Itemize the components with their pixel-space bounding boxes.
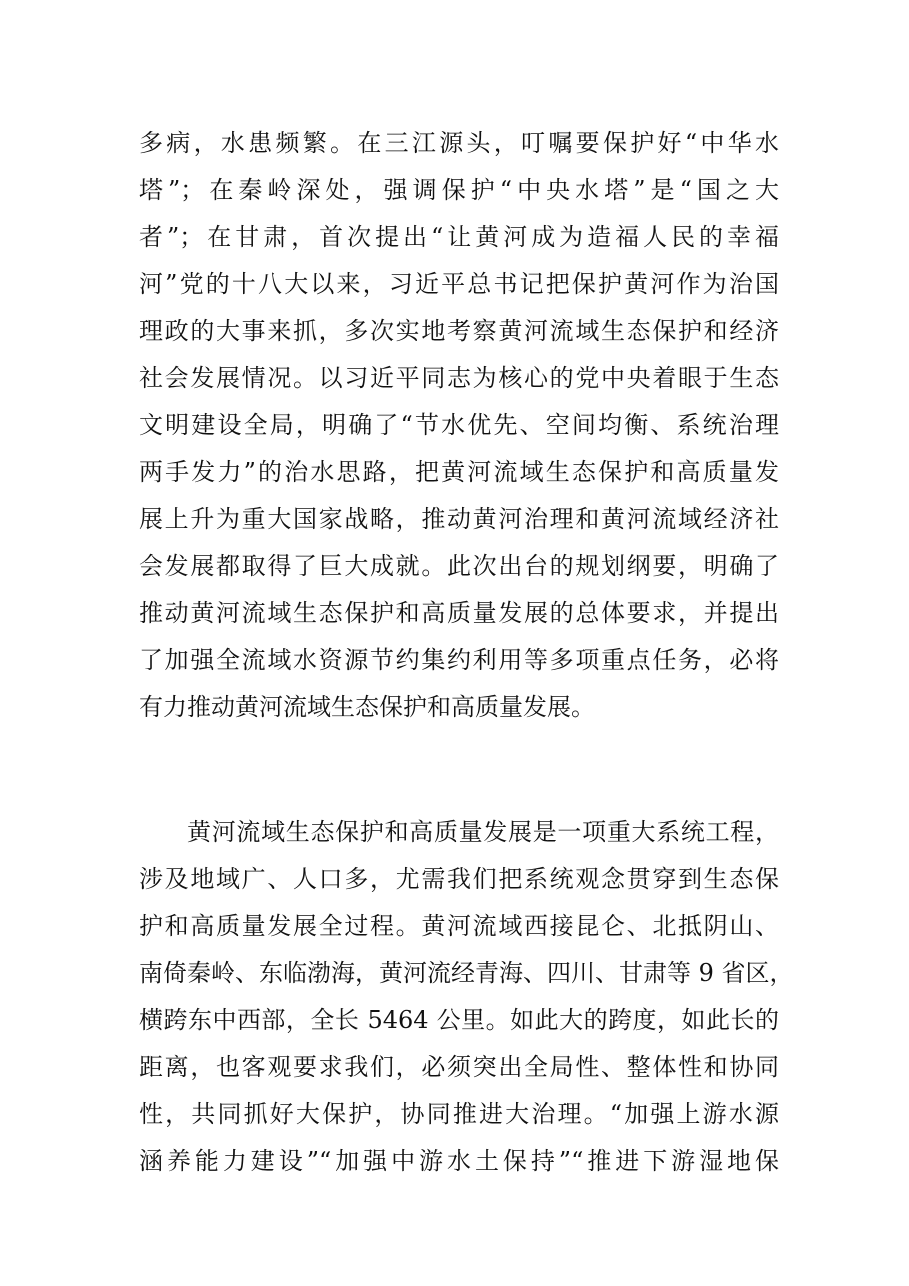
text-line: 多病，水患频繁。在三江源头，叮嘱要保护好“中华水 bbox=[139, 129, 779, 157]
text-line: 社会发展情况。以习近平同志为核心的党中央着眼于生态 bbox=[139, 364, 779, 392]
text-line: 展上升为重大国家战略，推动黄河治理和黄河流域经济社 bbox=[139, 505, 779, 533]
text-line: 横跨东中西部，全长 5464 公里。如此大的跨度，如此长的 bbox=[139, 1006, 779, 1034]
text-line: 护和高质量发展全过程。黄河流域西接昆仑、北抵阴山、 bbox=[139, 912, 779, 940]
text-line: 黄河流域生态保护和高质量发展是一项重大系统工程， bbox=[187, 818, 779, 846]
text-line: 两手发力”的治水思路，把黄河流域生态保护和高质量发 bbox=[139, 458, 779, 486]
text-line: 会发展都取得了巨大成就。此次出台的规划纲要，明确了 bbox=[139, 552, 779, 580]
text-line: 河”党的十八大以来，习近平总书记把保护黄河作为治国 bbox=[139, 270, 779, 298]
text-line: 距离，也客观要求我们，必须突出全局性、整体性和协同 bbox=[139, 1053, 779, 1081]
text-line: 文明建设全局，明确了“节水优先、空间均衡、系统治理 bbox=[139, 411, 779, 439]
text-line: 者”；在甘肃，首次提出“让黄河成为造福人民的幸福 bbox=[139, 223, 779, 251]
text-line: 涵养能力建设”“加强中游水土保持”“推进下游湿地保 bbox=[139, 1147, 779, 1175]
text-line: 有力推动黄河流域生态保护和高质量发展。 bbox=[139, 693, 595, 721]
text-line: 南倚秦岭、东临渤海，黄河流经青海、四川、甘肃等 9 省区， bbox=[139, 959, 794, 987]
text-line: 涉及地域广、人口多，尤需我们把系统观念贯穿到生态保 bbox=[139, 865, 779, 893]
text-line: 了加强全流域水资源节约集约利用等多项重点任务，必将 bbox=[139, 646, 779, 674]
text-line: 性，共同抓好大保护，协同推进大治理。“加强上游水源 bbox=[139, 1100, 779, 1128]
text-line: 推动黄河流域生态保护和高质量发展的总体要求，并提出 bbox=[139, 599, 779, 627]
text-line: 理政的大事来抓，多次实地考察黄河流域生态保护和经济 bbox=[139, 317, 779, 345]
text-line: 塔”；在秦岭深处，强调保护“中央水塔”是“国之大 bbox=[139, 176, 779, 204]
